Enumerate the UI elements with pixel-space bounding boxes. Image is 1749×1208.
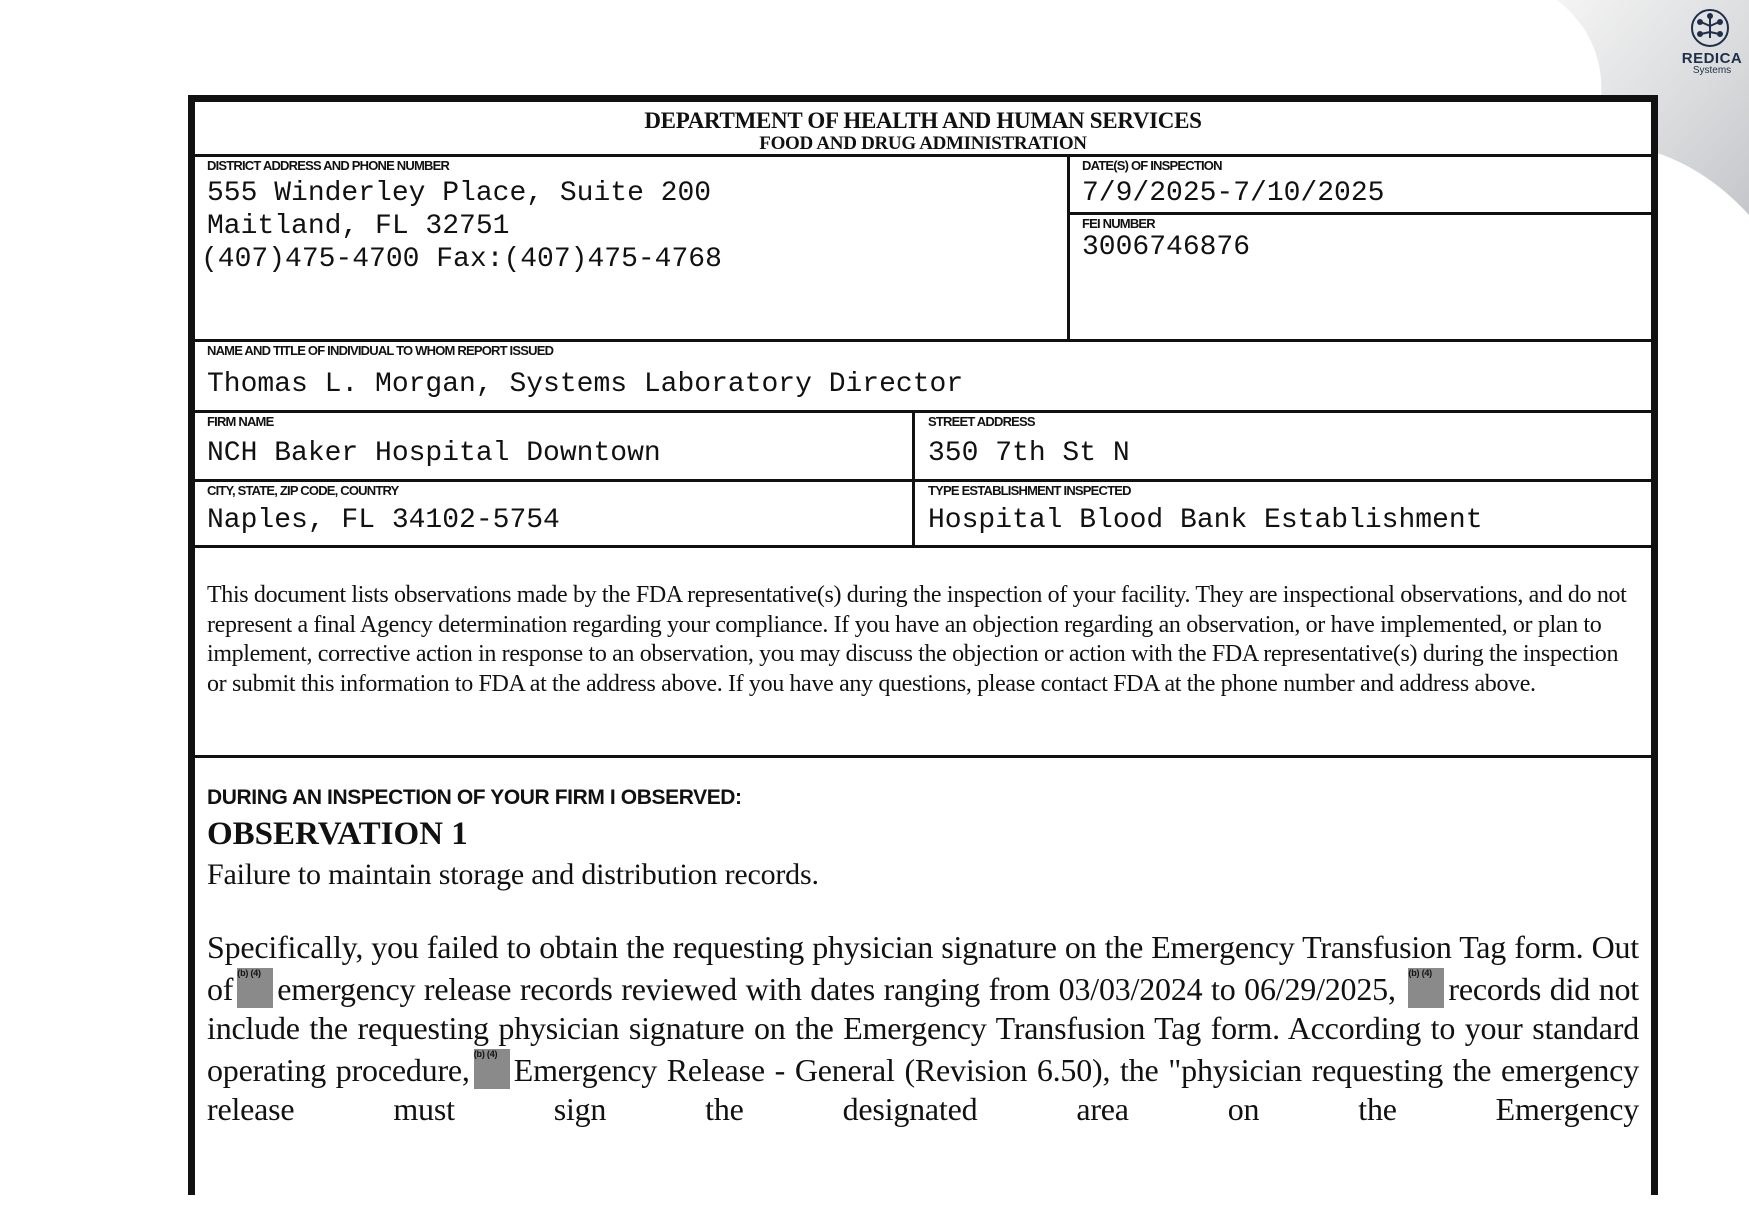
city-label: CITY, STATE, ZIP CODE, COUNTRY (207, 483, 399, 498)
observation-text-4: Emergency Release - General (Revision 6.50), the "physician requesting the emergency release must sign the designated area on the Emergency (207, 1051, 1639, 1127)
dates-fei-divider (1070, 212, 1651, 215)
recipient-label: NAME AND TITLE OF INDIVIDUAL TO WHOM REPORT ISSUED (207, 343, 554, 358)
district-divider (1067, 157, 1070, 339)
fei-label: FEI NUMBER (1082, 216, 1155, 231)
agency-heading: FOOD AND DRUG ADMINISTRATION (759, 133, 1087, 154)
establishment-label: TYPE ESTABLISHMENT INSPECTED (928, 483, 1131, 498)
inspection-dates-value: 7/9/2025-7/10/2025 (1082, 178, 1385, 209)
observation-text-3: records did not include the requesting physician signature on the Emergency Transfusion Tag form. According to your standard operating procedure, (207, 970, 1639, 1088)
observations-heading: DURING AN INSPECTION OF YOUR FIRM I OBSERVED: (207, 786, 742, 809)
street-label: STREET ADDRESS (928, 414, 1035, 429)
district-line-3: (407)475-4700 Fax:(407)475-4768 (201, 244, 722, 275)
fei-value: 3006746876 (1082, 232, 1251, 263)
form-header (195, 102, 1651, 157)
observation-text-2: emergency release records reviewed with dates ranging from 03/03/2024 to 06/29/2025, (277, 970, 1396, 1007)
redaction-box (474, 1049, 510, 1089)
observations-section (195, 758, 1651, 1208)
firm-row (195, 413, 1651, 482)
observation-summary: Failure to maintain storage and distribution records. (207, 858, 819, 891)
firm-label: FIRM NAME (207, 414, 274, 429)
redaction-tag: (b) (4) (237, 967, 261, 978)
district-line-2: Maitland, FL 32751 (207, 211, 510, 242)
city-value: Naples, FL 34102-5754 (207, 505, 560, 536)
fda-483-form (188, 95, 1658, 1195)
district-label: DISTRICT ADDRESS AND PHONE NUMBER (207, 158, 450, 173)
recipient-value: Thomas L. Morgan, Systems Laboratory Director (207, 369, 964, 400)
redaction-tag: (b) (4) (1408, 967, 1432, 978)
logo-name: REDICA (1681, 50, 1743, 67)
observation-title: OBSERVATION 1 (207, 816, 468, 852)
street-value: 350 7th St N (928, 438, 1130, 469)
logo-subtitle: Systems (1692, 65, 1732, 76)
redaction-box (237, 968, 273, 1008)
city-row (195, 482, 1651, 548)
firm-value: NCH Baker Hospital Downtown (207, 438, 661, 469)
firm-divider (912, 413, 915, 479)
recipient-row (195, 342, 1651, 413)
notice-text: This document lists observations made by the FDA representative(s) during the inspection of your facility. They are inspectional observations, and do not represent a final Agency determination regarding your compliance. If you have an objection regarding an observation, or have implemented, or plan to implement, corrective action in response to an observation, you may discuss the objection or action with the FDA representative(s) during the inspection or submit this information to FDA at the address above. If you have any questions, please contact FDA at the phone number and address above. (207, 582, 1627, 697)
network-tree-icon (1688, 8, 1732, 48)
inspection-dates-label: DATE(S) OF INSPECTION (1082, 158, 1222, 173)
city-divider (912, 482, 915, 545)
notice-row (195, 548, 1651, 758)
establishment-value: Hospital Blood Bank Establishment (928, 505, 1483, 536)
redaction-tag: (b) (4) (473, 1048, 498, 1059)
district-row (195, 157, 1651, 342)
redaction-box (1408, 968, 1444, 1008)
department-heading: DEPARTMENT OF HEALTH AND HUMAN SERVICES (644, 108, 1202, 133)
district-line-1: 555 Winderley Place, Suite 200 (207, 178, 712, 209)
observation-body (207, 928, 1639, 1130)
observation-text-1: Specifically, you failed to obtain the requesting physician signature on the Emergency Transfusion Tag form. Out of (207, 929, 1639, 1007)
